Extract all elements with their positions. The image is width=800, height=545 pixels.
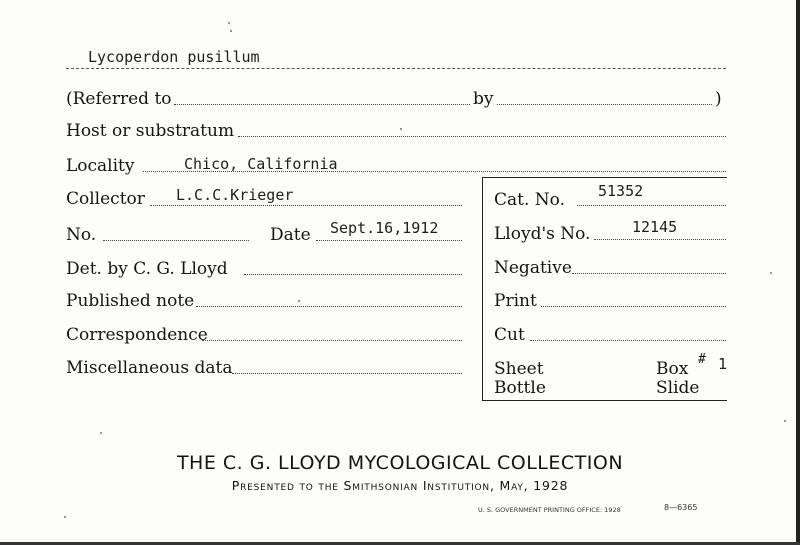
collection-title: THE C. G. LLOYD MYCOLOGICAL COLLECTION [176, 452, 624, 474]
species-name: Lycoperdon pusillum [88, 48, 260, 66]
locality-line[interactable] [143, 171, 726, 172]
by-line[interactable] [497, 104, 712, 105]
scan-speck [298, 300, 300, 302]
collector-line[interactable] [150, 205, 462, 206]
box-hash-symbol: # [698, 352, 706, 367]
locality-label: Locality [66, 156, 135, 176]
species-name-line [66, 68, 726, 69]
misc-data-line[interactable] [232, 373, 462, 374]
lloyds-no-value: 12145 [632, 218, 678, 236]
det-by-label: Det. by C. G. Lloyd [66, 259, 228, 279]
negative-label: Negative [494, 258, 572, 278]
published-note-line[interactable] [196, 306, 462, 307]
printing-office-note: U. S. GOVERNMENT PRINTING OFFICE: 1928 [478, 506, 621, 514]
form-number: 8—6365 [664, 503, 698, 512]
scan-speck [400, 128, 402, 130]
host-label: Host or substratum [66, 121, 235, 141]
scan-speck [64, 516, 66, 518]
det-by-line[interactable] [244, 274, 462, 275]
by-label: by [473, 89, 494, 109]
negative-line[interactable] [572, 273, 726, 274]
scan-speck [100, 432, 102, 434]
slide-label: Slide [656, 378, 700, 398]
cut-label: Cut [494, 325, 525, 345]
referred-to-label: (Referred to [66, 89, 172, 109]
published-note-label: Published note [66, 291, 195, 311]
lloyds-no-line[interactable] [594, 239, 726, 240]
bottle-label: Bottle [494, 378, 546, 398]
no-line[interactable] [103, 240, 249, 241]
lloyds-no-label: Lloyd's No. [494, 224, 591, 244]
correspondence-line[interactable] [202, 340, 462, 341]
scan-speck [230, 30, 232, 32]
print-line[interactable] [541, 306, 726, 307]
collector-label: Collector [66, 189, 145, 209]
cat-no-value: 51352 [598, 182, 644, 200]
box-value: 1 [718, 355, 728, 373]
host-line[interactable] [238, 136, 726, 137]
scan-speck [770, 272, 772, 274]
cut-line[interactable] [530, 340, 726, 341]
collection-subtitle: Presented to the Smithsonian Institution, May, 1928 [231, 478, 569, 493]
date-value: Sept.16,1912 [330, 219, 439, 237]
scan-right-edge [796, 0, 800, 545]
referred-to-line[interactable] [174, 104, 470, 105]
date-label: Date [270, 225, 311, 245]
locality-value: Chico, California [184, 155, 338, 173]
correspondence-label: Correspondence [66, 325, 208, 345]
misc-data-label: Miscellaneous data [66, 358, 233, 378]
print-label: Print [494, 291, 537, 311]
cat-no-label: Cat. No. [494, 190, 565, 210]
scan-speck [228, 22, 230, 24]
cat-no-line[interactable] [577, 205, 726, 206]
no-label: No. [66, 225, 97, 245]
box-label: Box [656, 359, 689, 379]
date-line[interactable] [316, 240, 462, 241]
collector-value: L.C.C.Krieger [176, 186, 294, 204]
by-close-paren: ) [715, 89, 722, 109]
scan-speck [784, 420, 786, 422]
sheet-label: Sheet [494, 359, 544, 379]
